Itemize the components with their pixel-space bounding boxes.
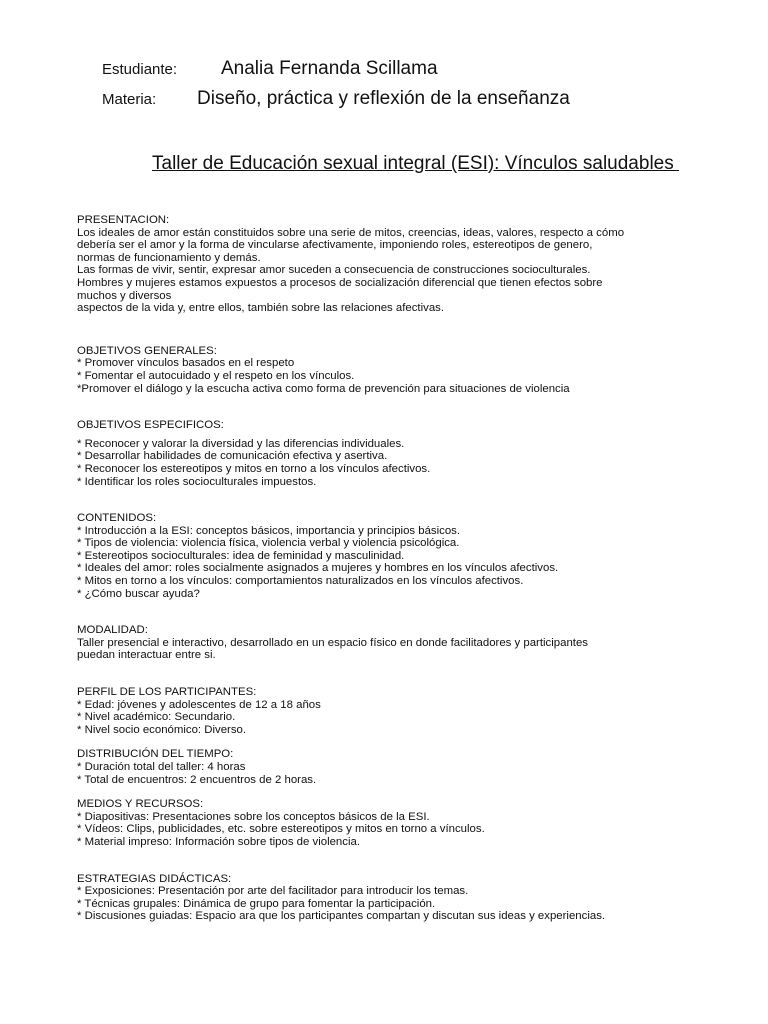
- paragraph-line: debería ser el amor y la forma de vincularse afectivamente, imponiendo roles, estereotipos de genero,: [77, 239, 593, 252]
- list-item: * Nivel socio económico: Diverso.: [77, 723, 247, 736]
- list-item: * Técnicas grupales: Dinámica de grupo para fomentar la participación.: [77, 897, 436, 910]
- section-heading: OBJETIVOS ESPECIFICOS:: [77, 419, 224, 432]
- list-item: * Estereotipos socioculturales: idea de feminidad y masculinidad.: [77, 549, 405, 562]
- list-item: * Fomentar el autocuidado y el respeto en los vínculos.: [77, 369, 355, 382]
- section-heading: ESTRATEGIAS DIDÁCTICAS:: [77, 872, 232, 885]
- section-heading: MODALIDAD:: [77, 624, 148, 637]
- subject-label: Materia:: [102, 91, 157, 108]
- student-label: Estudiante:: [102, 61, 178, 78]
- paragraph-line: Las formas de vivir, sentir, expresar amor suceden a consecuencia de construcciones socioculturales.: [77, 264, 591, 277]
- subject-name: Diseño, práctica y reflexión de la enseñanza: [197, 88, 570, 109]
- section-objetivos-especificos: [77, 419, 697, 488]
- paragraph-line: Los ideales de amor están constituidos sobre una serie de mitos, creencias, ideas, valores, respecto a cómo: [77, 226, 625, 239]
- list-item: * Reconocer y valorar la diversidad y las diferencias individuales.: [77, 437, 405, 450]
- section-heading: MEDIOS Y RECURSOS:: [77, 798, 204, 811]
- list-item: * ¿Cómo buscar ayuda?: [77, 587, 200, 600]
- list-item: * Identificar los roles socioculturales impuestos.: [77, 475, 317, 488]
- student-row: [102, 58, 438, 80]
- list-item: * Introducción a la ESI: conceptos básicos, importancia y principios básicos.: [77, 524, 461, 537]
- section-heading: DISTRIBUCIÓN DEL TIEMPO:: [77, 748, 234, 761]
- list-item: * Duración total del taller: 4 horas: [77, 761, 246, 773]
- section-heading: CONTENIDOS:: [77, 512, 157, 525]
- list-item: * Vídeos: Clips, publicidades, etc. sobre estereotipos y mitos en torno a vínculos.: [77, 823, 485, 836]
- section-objetivos-generales: [77, 345, 697, 395]
- paragraph-line: aspectos de la vida y, entre ellos, también sobre las relaciones afectivas.: [77, 302, 445, 315]
- student-name: Analia Fernanda Scillama: [221, 58, 438, 79]
- subject-row: [102, 88, 570, 110]
- section-heading: PRESENTACION:: [77, 214, 170, 226]
- section-presentacion: [77, 214, 697, 315]
- list-item: * Total de encuentros: 2 encuentros de 2 horas.: [77, 773, 317, 786]
- list-item: * Diapositivas: Presentaciones sobre los conceptos básicos de la ESI.: [77, 810, 430, 823]
- paragraph-line: normas de funcionamiento y demás.: [77, 251, 261, 264]
- paragraph-line: Hombres y mujeres estamos expuestos a procesos de socialización diferencial que tienen efectos sobre: [77, 276, 603, 289]
- section-distribucion: [77, 748, 697, 786]
- list-item: * Edad: jóvenes y adolescentes de 12 a 18 años: [77, 698, 321, 711]
- paragraph-line: muchos y diversos: [77, 289, 172, 302]
- list-item: * Nivel académico: Secundario.: [77, 711, 236, 724]
- section-heading: PERFIL DE LOS PARTICIPANTES:: [77, 686, 257, 699]
- document-body: [77, 214, 697, 923]
- list-item: * Reconocer los estereotipos y mitos en torno a los vínculos afectivos.: [77, 462, 431, 475]
- section-modalidad: [77, 624, 697, 662]
- paragraph-line: Taller presencial e interactivo, desarrollado en un espacio físico en donde facilitadores y participantes: [77, 636, 588, 649]
- list-item: * Promover vínculos basados en el respeto: [77, 357, 295, 370]
- list-item: * Tipos de violencia: violencia física, violencia verbal y violencia psicológica.: [77, 537, 460, 550]
- section-medios: [77, 798, 697, 848]
- list-item: * Exposiciones: Presentación por arte del facilitador para introducir los temas.: [77, 885, 469, 898]
- page-title: Taller de Educación sexual integral (ESI): Vínculos saludables: [152, 153, 680, 174]
- list-item: *Promover el diálogo y la escucha activa como forma de prevención para situaciones de violencia: [77, 382, 570, 395]
- section-contenidos: [77, 512, 697, 600]
- section-estrategias: [77, 873, 697, 923]
- list-item: * Material impreso: Información sobre tipos de violencia.: [77, 835, 360, 848]
- list-item: * Discusiones guiadas: Espacio ara que los participantes compartan y discutan sus ideas y experiencias.: [77, 910, 606, 923]
- section-perfil: [77, 686, 697, 736]
- list-item: * Ideales del amor: roles socialmente asignados a mujeres y hombres en los vínculos afectivos.: [77, 562, 559, 575]
- list-item: * Desarrollar habilidades de comunicación efectiva y asertiva.: [77, 450, 388, 463]
- paragraph-line: puedan interactuar entre si.: [77, 649, 216, 662]
- list-item: * Mitos en torno a los vínculos: comportamientos naturalizados en los vínculos afectivos.: [77, 575, 524, 588]
- section-heading: OBJETIVOS GENERALES:: [77, 344, 217, 357]
